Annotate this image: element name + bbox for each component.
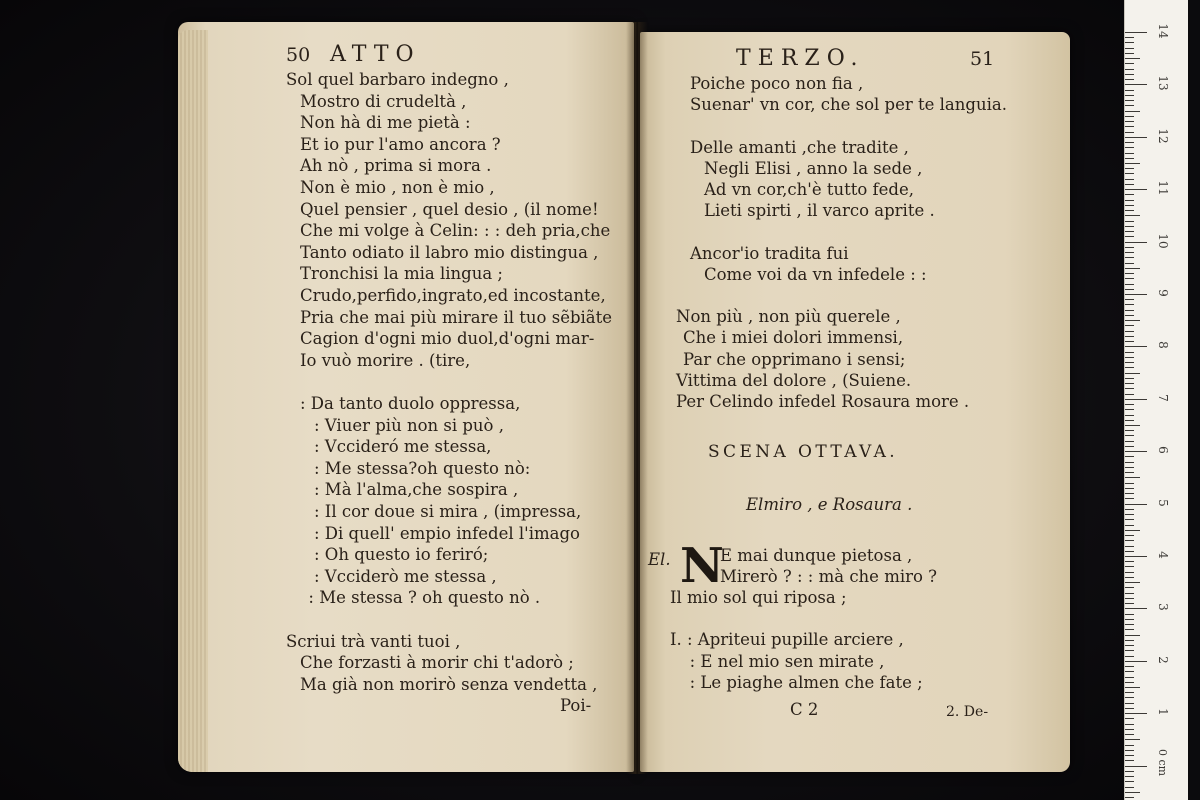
ruler-tick — [1125, 614, 1134, 615]
ruler-tick — [1125, 446, 1134, 447]
verse-line: Delle amanti ,che tradite , — [690, 137, 909, 157]
ruler-number: 6 — [1156, 446, 1170, 454]
ruler-tick — [1125, 504, 1147, 505]
verse-line: Par che opprimano i sensi; — [683, 349, 906, 369]
ruler-number: 2 — [1156, 655, 1170, 664]
ruler-tick — [1125, 48, 1134, 49]
ruler-tick — [1125, 708, 1134, 709]
ruler-tick — [1125, 263, 1134, 264]
ruler-tick — [1125, 556, 1147, 557]
ruler-tick — [1125, 608, 1147, 609]
ruler-number: 3 — [1156, 603, 1170, 612]
ruler-tick — [1125, 734, 1134, 735]
right-catchword: 2. De- — [946, 704, 989, 720]
ruler-tick — [1125, 399, 1147, 400]
ruler-tick — [1125, 63, 1134, 64]
ruler-tick — [1125, 236, 1134, 237]
ruler-tick — [1125, 661, 1147, 662]
ruler-tick — [1125, 703, 1134, 704]
verse-line: Ah nò , prima si mora . — [300, 156, 492, 176]
ruler-tick — [1125, 394, 1134, 395]
ruler-tick — [1125, 430, 1134, 431]
ruler-tick — [1125, 729, 1134, 730]
edge-strip — [1188, 0, 1200, 800]
ruler-tick — [1125, 189, 1147, 190]
ruler-tick — [1125, 304, 1134, 305]
ruler-tick — [1125, 692, 1134, 693]
verse-line: : Le piaghe almen che fate ; — [689, 672, 923, 692]
ruler-tick — [1125, 745, 1134, 746]
verse-line: : Vcciderò me stessa , — [314, 566, 497, 586]
ruler-tick — [1125, 514, 1134, 515]
verse-line: : Me stessa ? oh questo nò . — [308, 588, 541, 608]
ruler-number: 13 — [1156, 75, 1170, 92]
ruler-tick — [1125, 289, 1134, 290]
ruler-tick — [1125, 352, 1134, 353]
verse-line: Vittima del dolore , (Suiene. — [676, 370, 912, 390]
ruler-tick — [1125, 771, 1134, 772]
verse-line: Quel pensier , quel desio , (il nome! — [300, 199, 599, 219]
verse-line: Mirerò ? : : mà che miro ? — [720, 567, 938, 587]
ruler-tick — [1125, 624, 1134, 625]
ruler-tick — [1125, 577, 1134, 578]
open-book — [178, 22, 1074, 778]
ruler-tick — [1125, 247, 1134, 248]
ruler-tick — [1125, 158, 1134, 159]
right-page-aria — [670, 588, 1030, 698]
verse-line: Io vuò morire . (tire, — [300, 350, 471, 370]
ruler-tick — [1125, 498, 1134, 499]
ruler-tick — [1125, 90, 1134, 91]
ruler-number: 5 — [1156, 498, 1170, 507]
verse-line: Sol quel barbaro indegno , — [286, 70, 509, 89]
ruler-tick — [1125, 635, 1140, 636]
ruler-tick — [1125, 53, 1134, 54]
ruler-number: 4 — [1156, 551, 1170, 559]
ruler-tick — [1125, 173, 1134, 174]
verse-line: : E nel mio sen mirate , — [689, 651, 885, 671]
verse-line: Cagion d'ogni mio duol,d'ogni mar- — [300, 329, 595, 349]
verse-line: Ma già non morirò senza vendetta , — [300, 674, 598, 694]
ruler-tick — [1125, 163, 1140, 164]
verse-line: Come voi da vn infedele : : — [704, 264, 927, 284]
ruler-tick — [1125, 792, 1140, 793]
scene-characters: Elmiro , e Rosaura . — [746, 495, 913, 514]
ruler-tick — [1125, 797, 1134, 798]
verse-line: Tanto odiato il labro mio distingua , — [300, 242, 599, 262]
ruler-tick — [1125, 126, 1134, 127]
ruler-tick — [1125, 320, 1140, 321]
ruler-tick — [1125, 766, 1147, 767]
ruler-tick — [1125, 105, 1134, 106]
ruler-tick — [1125, 671, 1134, 672]
verse-line: Pria che mai più mirare il tuo sẽbiãte — [300, 307, 613, 327]
ruler-tick — [1125, 184, 1134, 185]
ruler-tick — [1125, 32, 1147, 33]
ruler-tick — [1125, 116, 1134, 117]
left-catchword: Poi- — [560, 696, 592, 715]
ruler-tick — [1125, 147, 1134, 148]
ruler-tick — [1125, 74, 1134, 75]
ruler-tick — [1125, 132, 1134, 133]
speaker-label: El. — [648, 550, 671, 569]
ruler-tick — [1125, 572, 1134, 573]
ruler-tick — [1125, 415, 1134, 416]
right-running-header: TERZO. — [736, 46, 865, 71]
ruler-tick — [1125, 603, 1134, 604]
ruler-tick — [1125, 656, 1134, 657]
ruler-tick — [1125, 278, 1134, 279]
ruler-tick — [1125, 273, 1134, 274]
ruler-tick — [1125, 561, 1134, 562]
verse-line: : Oh questo io feriró; — [314, 545, 489, 565]
left-running-header: ATTO — [330, 42, 421, 67]
ruler-tick — [1125, 121, 1134, 122]
ruler-tick — [1125, 724, 1134, 725]
ruler-tick — [1125, 525, 1134, 526]
verse-line: Mostro di crudeltà , — [300, 91, 467, 111]
ruler-tick — [1125, 666, 1134, 667]
ruler-tick — [1125, 257, 1134, 258]
scene-title: SCENA OTTAVA. — [708, 442, 899, 462]
ruler-number: 11 — [1156, 180, 1170, 196]
verse-line: Per Celindo infedel Rosaura more . — [676, 392, 970, 411]
verse-line: Che forzasti à morir chi t'adorò ; — [300, 653, 574, 673]
ruler-tick — [1125, 226, 1134, 227]
ruler-number: 7 — [1156, 393, 1170, 402]
ruler-tick — [1125, 781, 1134, 782]
ruler-tick — [1125, 677, 1134, 678]
ruler-tick — [1125, 373, 1140, 374]
ruler-tick — [1125, 252, 1134, 253]
ruler-tick — [1125, 645, 1134, 646]
ruler-tick — [1125, 299, 1134, 300]
ruler-number: 8 — [1156, 341, 1170, 350]
ruler-tick — [1125, 331, 1134, 332]
ruler-number: 9 — [1156, 289, 1170, 297]
verse-line: Negli Elisi , anno la sede , — [704, 158, 923, 178]
ruler-tick — [1125, 409, 1134, 410]
verse-line: Non più , non più querele , — [676, 307, 901, 327]
ruler-tick — [1125, 760, 1134, 761]
ruler-tick — [1125, 493, 1134, 494]
ruler-tick — [1125, 462, 1134, 463]
ruler-tick — [1125, 755, 1134, 756]
verse-line: : Vccideró me stessa, — [314, 437, 492, 457]
ruler-tick — [1125, 519, 1134, 520]
ruler-tick — [1125, 58, 1140, 59]
verse-line: Poiche poco non fia , — [690, 74, 864, 93]
ruler-tick — [1125, 441, 1134, 442]
ruler-tick — [1125, 284, 1134, 285]
ruler-tick — [1125, 357, 1134, 358]
ruler-tick — [1125, 546, 1134, 547]
verse-line: Non hà di me pietà : — [300, 113, 471, 133]
verse-line: Suenar' vn cor, che sol per te languia. — [690, 95, 1007, 115]
verse-line: : Da tanto duolo oppressa, — [300, 394, 521, 413]
ruler-tick — [1125, 221, 1134, 222]
ruler-tick — [1125, 325, 1134, 326]
ruler-tick — [1125, 111, 1140, 112]
ruler-tick — [1125, 268, 1140, 269]
ruler-tick — [1125, 200, 1134, 201]
ruler-tick — [1125, 168, 1134, 169]
ruler-tick — [1125, 718, 1134, 719]
ruler-tick — [1125, 420, 1134, 421]
verse-line: Il mio sol qui riposa ; — [670, 588, 847, 607]
left-page-number: 50 — [286, 44, 311, 66]
ruler-tick — [1125, 346, 1147, 347]
ruler-tick — [1125, 341, 1134, 342]
ruler-tick — [1125, 153, 1134, 154]
verse-line: Tronchisi la mia lingua ; — [300, 264, 503, 284]
verse-line: Ad vn cor,ch'è tutto fede, — [704, 180, 914, 199]
ruler-tick — [1125, 650, 1134, 651]
ruler-tick — [1125, 388, 1134, 389]
ruler-tick — [1125, 100, 1134, 101]
measurement-ruler — [1124, 0, 1189, 800]
verse-line: : Viuer più non si può , — [314, 415, 504, 435]
right-page-dialogue — [720, 546, 1020, 590]
verse-line: Et io pur l'amo ancora ? — [300, 134, 501, 154]
ruler-tick — [1125, 451, 1147, 452]
ruler-tick — [1125, 425, 1140, 426]
ruler-tick — [1125, 142, 1134, 143]
ruler-tick — [1125, 787, 1134, 788]
ruler-tick — [1125, 210, 1134, 211]
ruler-tick — [1125, 551, 1134, 552]
ruler-tick — [1125, 587, 1134, 588]
ruler-tick — [1125, 488, 1134, 489]
ruler-tick — [1125, 69, 1134, 70]
ruler-tick — [1125, 383, 1134, 384]
ruler-tick — [1125, 598, 1134, 599]
ruler-tick — [1125, 477, 1140, 478]
verse-line: Che mi volge à Celin: : : deh pria,che — [300, 221, 611, 241]
ruler-tick — [1125, 593, 1134, 594]
page-edges — [178, 30, 208, 772]
ruler-tick — [1125, 242, 1147, 243]
ruler-tick — [1125, 294, 1147, 295]
verse-line: Lieti spirti , il varco aprite . — [704, 201, 935, 221]
right-page-verses — [676, 74, 1036, 414]
right-page-number: 51 — [970, 48, 995, 70]
ruler-tick — [1125, 456, 1134, 457]
ruler-tick — [1125, 404, 1134, 405]
verse-line: : Mà l'alma,che sospira , — [314, 480, 519, 500]
ruler-tick — [1125, 215, 1140, 216]
verse-line: Crudo,perfido,ingrato,ed incostante, — [300, 286, 606, 305]
ruler-tick — [1125, 540, 1134, 541]
verse-line: Che i miei dolori immensi, — [683, 328, 904, 348]
ruler-tick — [1125, 566, 1134, 567]
ruler-tick — [1125, 378, 1134, 379]
ruler-tick — [1125, 435, 1134, 436]
ruler-tick — [1125, 84, 1147, 85]
ruler-tick — [1125, 205, 1134, 206]
verse-line: : Il cor doue si mira , (impressa, — [314, 502, 582, 521]
ruler-tick — [1125, 640, 1134, 641]
ruler-tick — [1125, 79, 1134, 80]
book-gutter — [626, 22, 648, 774]
ruler-tick — [1125, 750, 1134, 751]
ruler-tick — [1125, 530, 1140, 531]
ruler-tick — [1125, 336, 1134, 337]
ruler-tick — [1125, 367, 1134, 368]
ruler-tick — [1125, 483, 1134, 484]
verse-line: E mai dunque pietosa , — [720, 546, 913, 565]
ruler-number: 10 — [1156, 232, 1170, 249]
ruler-number: 1 — [1156, 708, 1170, 716]
verse-line: Scriui trà vanti tuoi , — [286, 631, 461, 651]
ruler-tick — [1125, 682, 1134, 683]
ruler-tick — [1125, 137, 1147, 138]
ruler-tick — [1125, 95, 1134, 96]
ruler-tick — [1125, 629, 1134, 630]
ruler-tick — [1125, 776, 1134, 777]
ruler-tick — [1125, 713, 1147, 714]
verse-line: I. : Apriteui pupille arciere , — [670, 630, 904, 650]
ruler-tick — [1125, 687, 1140, 688]
signature-mark: C 2 — [790, 700, 819, 719]
ruler-tick — [1125, 739, 1140, 740]
ruler-tick — [1125, 582, 1140, 583]
ruler-tick — [1125, 37, 1134, 38]
left-page — [178, 22, 634, 772]
ruler-unit-label: 0 cm — [1156, 748, 1170, 777]
ruler-tick — [1125, 362, 1134, 363]
ruler-tick — [1125, 509, 1134, 510]
ruler-tick — [1125, 619, 1134, 620]
left-page-text — [286, 70, 626, 710]
ruler-tick — [1125, 697, 1134, 698]
drop-capital: N — [680, 538, 724, 594]
ruler-tick — [1125, 467, 1134, 468]
verse-line: : Di quell' empio infedel l'imago — [314, 523, 580, 543]
ruler-tick — [1125, 472, 1134, 473]
ruler-tick — [1125, 535, 1134, 536]
ruler-tick — [1125, 194, 1134, 195]
verse-line: Ancor'io tradita fui — [690, 243, 849, 263]
ruler-tick — [1125, 231, 1134, 232]
ruler-tick — [1125, 42, 1134, 43]
ruler-tick — [1125, 315, 1134, 316]
ruler-tick — [1125, 179, 1134, 180]
right-page — [640, 32, 1070, 772]
verse-line: Non è mio , non è mio , — [300, 178, 495, 197]
ruler-number: 14 — [1156, 23, 1170, 39]
ruler-tick — [1125, 310, 1134, 311]
verse-line: : Me stessa?oh questo nò: — [314, 458, 531, 478]
ruler-number: 12 — [1156, 128, 1170, 144]
